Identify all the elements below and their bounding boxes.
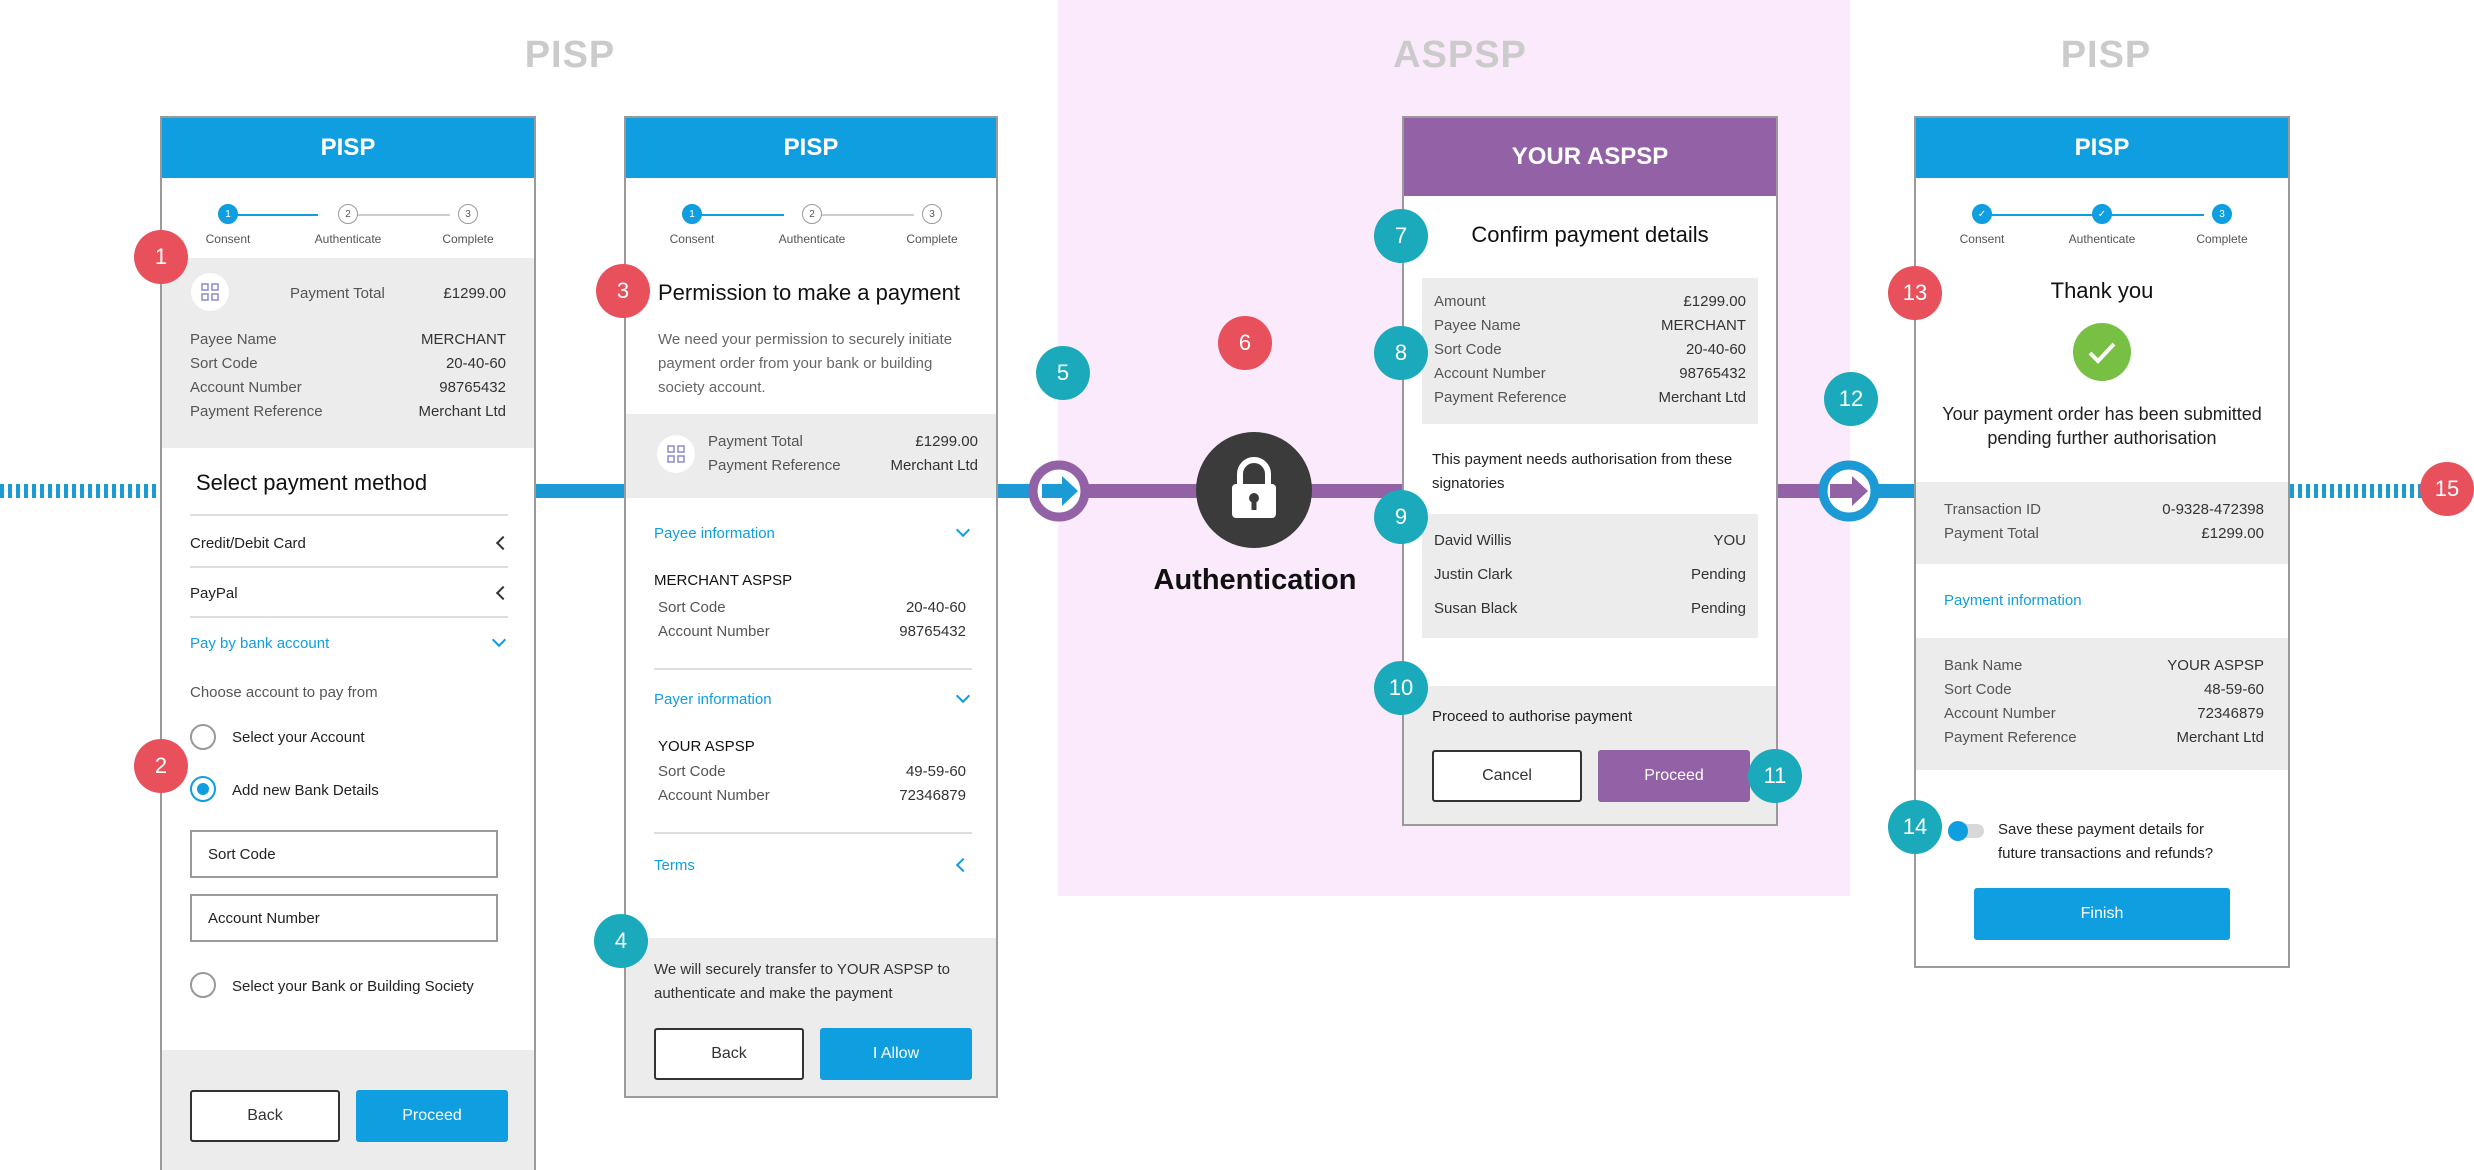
allow-button[interactable]: I Allow	[820, 1028, 972, 1080]
toggle-knob	[1948, 821, 1968, 841]
back-button[interactable]: Back	[190, 1090, 340, 1142]
step-dot-complete: 3	[458, 204, 478, 224]
radio-add-bank[interactable]	[190, 776, 216, 802]
chevron-down-icon	[956, 689, 970, 703]
save-details-label	[1998, 818, 2213, 866]
authorise-panel	[1404, 686, 1778, 826]
signatory-name: David Willis	[1434, 532, 1512, 549]
method-bank-label: Pay by bank account	[190, 634, 330, 652]
detail-label: Payment Reference	[708, 457, 841, 474]
detail-value: Merchant Ltd	[2176, 729, 2264, 746]
step-badge-12: 12	[1824, 372, 1878, 426]
payment-total-row	[190, 282, 506, 306]
payer-info-toggle[interactable]	[654, 684, 972, 714]
detail-row	[1944, 726, 2264, 750]
signatory-row	[1434, 524, 1746, 558]
detail-value: Merchant Ltd	[890, 457, 978, 474]
detail-label: Sort Code	[658, 763, 726, 780]
summary-rows	[708, 430, 978, 478]
detail-label: Account Number	[658, 623, 770, 640]
payment-summary-panel	[162, 258, 534, 448]
transfer-panel	[626, 938, 998, 1098]
section-label-pisp-right: PISP	[2060, 34, 2152, 76]
select-method-title: Select payment method	[196, 470, 428, 495]
button-bar	[162, 1050, 536, 1170]
permission-description: We need your permission to securely initiate payment order from your bank or building society account.	[658, 331, 953, 396]
detail-label: Payment Total	[708, 433, 803, 450]
detail-row	[658, 760, 966, 784]
detail-row	[1944, 498, 2264, 522]
detail-row	[658, 596, 966, 620]
section-label-pisp-left: PISP	[524, 34, 616, 76]
detail-row	[190, 376, 506, 400]
confirm-title: Confirm payment details	[1471, 222, 1709, 247]
detail-label: Payment Reference	[190, 403, 323, 420]
step-label-authenticate: Authenticate	[778, 232, 846, 246]
payment-total-label: Payment Total	[290, 285, 385, 302]
step-dot-authenticate: 2	[802, 204, 822, 224]
detail-label: Payee Name	[190, 331, 277, 348]
method-card-item[interactable]	[190, 520, 508, 566]
step-label-complete: Complete	[442, 232, 494, 246]
save-line-1: Save these payment details for	[1998, 821, 2204, 838]
detail-label: Sort Code	[1944, 681, 2012, 698]
detail-value: 20-40-60	[445, 355, 506, 372]
detail-label: Account Number	[1944, 705, 2056, 722]
divider	[190, 616, 508, 618]
screen-pisp-permission	[624, 116, 998, 1098]
detail-row	[658, 620, 966, 644]
detail-row	[1434, 290, 1746, 314]
screen-header: PISP	[626, 118, 996, 178]
step-dot-complete: 3	[922, 204, 942, 224]
terms-toggle[interactable]	[654, 850, 972, 880]
step-badge-6: 6	[1218, 316, 1272, 370]
permission-intro	[626, 258, 996, 414]
step-label-consent: Consent	[1959, 232, 2005, 246]
detail-value: £1299.00	[915, 433, 978, 450]
detail-row	[1944, 522, 2264, 546]
transfer-note: We will securely transfer to YOUR ASPSP to authenticate and make the payment	[654, 961, 950, 1002]
detail-value: £1299.00	[2201, 525, 2264, 542]
submitted-line-1: Your payment order has been submitted	[1942, 404, 2262, 424]
option-add-bank-label: Add new Bank Details	[232, 782, 379, 799]
step-badge-4: 4	[594, 914, 648, 968]
detail-row	[708, 454, 978, 478]
detail-label: Payment Reference	[1944, 729, 2077, 746]
grid-app-icon	[656, 434, 696, 474]
step-badge-5: 5	[1036, 346, 1090, 400]
payment-summary-panel	[626, 414, 996, 498]
payee-details	[658, 596, 966, 644]
payment-method-section	[162, 448, 534, 1048]
detail-label: Account Number	[658, 787, 770, 804]
method-paypal-item[interactable]	[190, 570, 508, 616]
step-label-complete: Complete	[2196, 232, 2248, 246]
detail-value: YOUR ASPSP	[2167, 657, 2264, 674]
payer-bank-name: YOUR ASPSP	[658, 738, 755, 755]
step-badge-9: 9	[1374, 490, 1428, 544]
step-dot-complete: 3	[2212, 204, 2232, 224]
detail-row	[1434, 338, 1746, 362]
account-number-field[interactable]: Account Number	[190, 894, 498, 942]
flow-ring-arrow-left	[1026, 458, 1092, 524]
stepper	[1916, 178, 2288, 258]
detail-row	[658, 784, 966, 808]
flow-ring-arrow-right	[1816, 458, 1882, 524]
permission-title: Permission to make a payment	[658, 280, 961, 305]
screen-aspsp-confirm	[1402, 116, 1778, 826]
check-icon: ✓	[1972, 204, 1992, 224]
save-line-2: future transactions and refunds?	[1998, 845, 2214, 862]
terms-label: Terms	[654, 856, 695, 874]
detail-label: Payee Name	[1434, 317, 1521, 334]
lock-icon	[1194, 430, 1314, 550]
chevron-down-icon	[956, 523, 970, 537]
step-badge-13: 13	[1888, 266, 1942, 320]
step-label-complete: Complete	[906, 232, 958, 246]
stepper	[162, 178, 534, 258]
detail-row	[190, 352, 506, 376]
payer-info-label: Payer information	[654, 690, 772, 708]
signatory-row	[1434, 558, 1746, 592]
payment-info-link[interactable]: Payment information	[1944, 592, 2082, 609]
payee-details	[190, 328, 506, 424]
step-label-authenticate: Authenticate	[314, 232, 382, 246]
detail-label: Payment Total	[1944, 525, 2039, 542]
detail-label: Account Number	[190, 379, 302, 396]
step-badge-14: 14	[1888, 800, 1942, 854]
grid-app-icon	[190, 272, 230, 312]
chevron-left-icon	[956, 858, 970, 872]
step-dot-authenticate: 2	[338, 204, 358, 224]
step-badge-7: 7	[1374, 209, 1428, 263]
detail-value: 20-40-60	[1685, 341, 1746, 358]
detail-row	[190, 328, 506, 352]
detail-row	[1434, 362, 1746, 386]
flow-bar-1	[534, 484, 626, 498]
step-badge-11: 11	[1748, 749, 1802, 803]
detail-label: Transaction ID	[1944, 501, 2041, 518]
detail-value: Merchant Ltd	[1658, 389, 1746, 406]
flow-bar-4	[1876, 484, 1916, 498]
detail-label: Account Number	[1434, 365, 1546, 382]
flow-dashed-end	[2290, 484, 2424, 498]
stepper-line	[350, 214, 450, 216]
signatory-row	[1434, 592, 1746, 626]
detail-label: Bank Name	[1944, 657, 2023, 674]
step-badge-3: 3	[596, 264, 650, 318]
step-dot-consent: 1	[682, 204, 702, 224]
step-badge-1: 1	[134, 230, 188, 284]
detail-row	[1944, 654, 2264, 678]
save-details-toggle[interactable]	[1950, 824, 1984, 838]
detail-row	[190, 400, 506, 424]
submitted-line-2: pending further authorisation	[1987, 428, 2217, 448]
signatory-status: Pending	[1690, 566, 1746, 583]
detail-value: 48-59-60	[2203, 681, 2264, 698]
signatory-name: Justin Clark	[1434, 566, 1513, 583]
detail-label: Amount	[1434, 293, 1486, 310]
detail-value: 0-9328-472398	[2162, 501, 2264, 518]
detail-value: 98765432	[1679, 365, 1746, 382]
section-label-aspsp: ASPSP	[1393, 34, 1527, 76]
screen-header: PISP	[162, 118, 534, 178]
chevron-left-icon	[496, 536, 510, 550]
method-bank-item[interactable]	[190, 620, 508, 666]
success-check-icon	[2072, 322, 2132, 382]
back-button[interactable]: Back	[654, 1028, 804, 1080]
choose-account-label: Choose account to pay from	[190, 684, 378, 701]
step-badge-8: 8	[1374, 326, 1428, 380]
screen-header: PISP	[1916, 118, 2288, 178]
stepper-progress-line	[692, 214, 784, 216]
detail-value: 98765432	[439, 379, 506, 396]
proceed-note: Proceed to authorise payment	[1432, 708, 1633, 725]
detail-value: 20-40-60	[905, 599, 966, 616]
step-badge-2: 2	[134, 739, 188, 793]
divider	[190, 514, 508, 516]
stepper	[626, 178, 996, 258]
detail-value: 98765432	[899, 623, 966, 640]
detail-value: £1299.00	[1683, 293, 1746, 310]
method-paypal-label: PayPal	[190, 584, 238, 602]
payer-details	[658, 760, 966, 808]
chevron-down-icon	[492, 633, 506, 647]
screen-pisp-select-method	[160, 116, 536, 1170]
detail-row	[1434, 386, 1746, 410]
finish-button[interactable]: Finish	[1974, 888, 2230, 940]
proceed-button[interactable]: Proceed	[356, 1090, 508, 1142]
thank-you-title: Thank you	[2050, 278, 2154, 303]
authentication-label: Authentication	[1153, 564, 1357, 596]
detail-row	[1944, 702, 2264, 726]
info-accordion	[626, 498, 996, 944]
signatories-panel	[1422, 514, 1758, 638]
signatory-status: Pending	[1690, 600, 1746, 617]
screen-header: YOUR ASPSP	[1404, 118, 1776, 196]
step-dot-consent: 1	[218, 204, 238, 224]
check-icon: ✓	[2092, 204, 2112, 224]
divider	[654, 668, 972, 670]
payee-info-label: Payee information	[654, 524, 775, 542]
payment-total-value: £1299.00	[443, 285, 506, 302]
sort-code-field[interactable]: Sort Code	[190, 830, 498, 878]
stepper-line	[814, 214, 914, 216]
stepper-progress-line	[228, 214, 318, 216]
detail-value: Merchant Ltd	[418, 403, 506, 420]
step-label-consent: Consent	[669, 232, 715, 246]
bank-details-panel	[1916, 638, 2290, 770]
detail-label: Sort Code	[190, 355, 258, 372]
method-card-label: Credit/Debit Card	[190, 534, 306, 552]
detail-value: 72346879	[899, 787, 966, 804]
step-badge-10: 10	[1374, 661, 1428, 715]
step-badge-15: 15	[2420, 462, 2474, 516]
radio-select-bank[interactable]	[190, 972, 216, 998]
divider	[654, 832, 972, 834]
divider	[190, 566, 508, 568]
proceed-button[interactable]: Proceed	[1598, 750, 1750, 802]
detail-label: Sort Code	[658, 599, 726, 616]
detail-row	[708, 430, 978, 454]
signatories-note: This payment needs authorisation from these signatories	[1432, 451, 1733, 492]
radio-select-account[interactable]	[190, 724, 216, 750]
detail-label: Payment Reference	[1434, 389, 1567, 406]
detail-row	[1944, 678, 2264, 702]
detail-value: MERCHANT	[421, 331, 506, 348]
detail-value: MERCHANT	[1661, 317, 1746, 334]
detail-value: 49-59-60	[905, 763, 966, 780]
chevron-left-icon	[496, 586, 510, 600]
detail-row	[1434, 314, 1746, 338]
payee-bank-name: MERCHANT ASPSP	[654, 572, 793, 589]
option-select-bank-label: Select your Bank or Building Society	[232, 978, 474, 995]
confirm-details-panel	[1422, 278, 1758, 424]
payee-info-toggle[interactable]	[654, 518, 972, 548]
signatory-status: YOU	[1713, 532, 1746, 549]
signatory-name: Susan Black	[1434, 600, 1518, 617]
screen-pisp-complete	[1914, 116, 2290, 968]
cancel-button[interactable]: Cancel	[1432, 750, 1582, 802]
transaction-panel	[1916, 482, 2290, 564]
detail-label: Sort Code	[1434, 341, 1502, 358]
detail-value: 72346879	[2197, 705, 2264, 722]
step-label-authenticate: Authenticate	[2068, 232, 2136, 246]
flow-dashed-start	[0, 484, 160, 498]
option-select-account-label: Select your Account	[232, 729, 365, 746]
step-label-consent: Consent	[205, 232, 251, 246]
